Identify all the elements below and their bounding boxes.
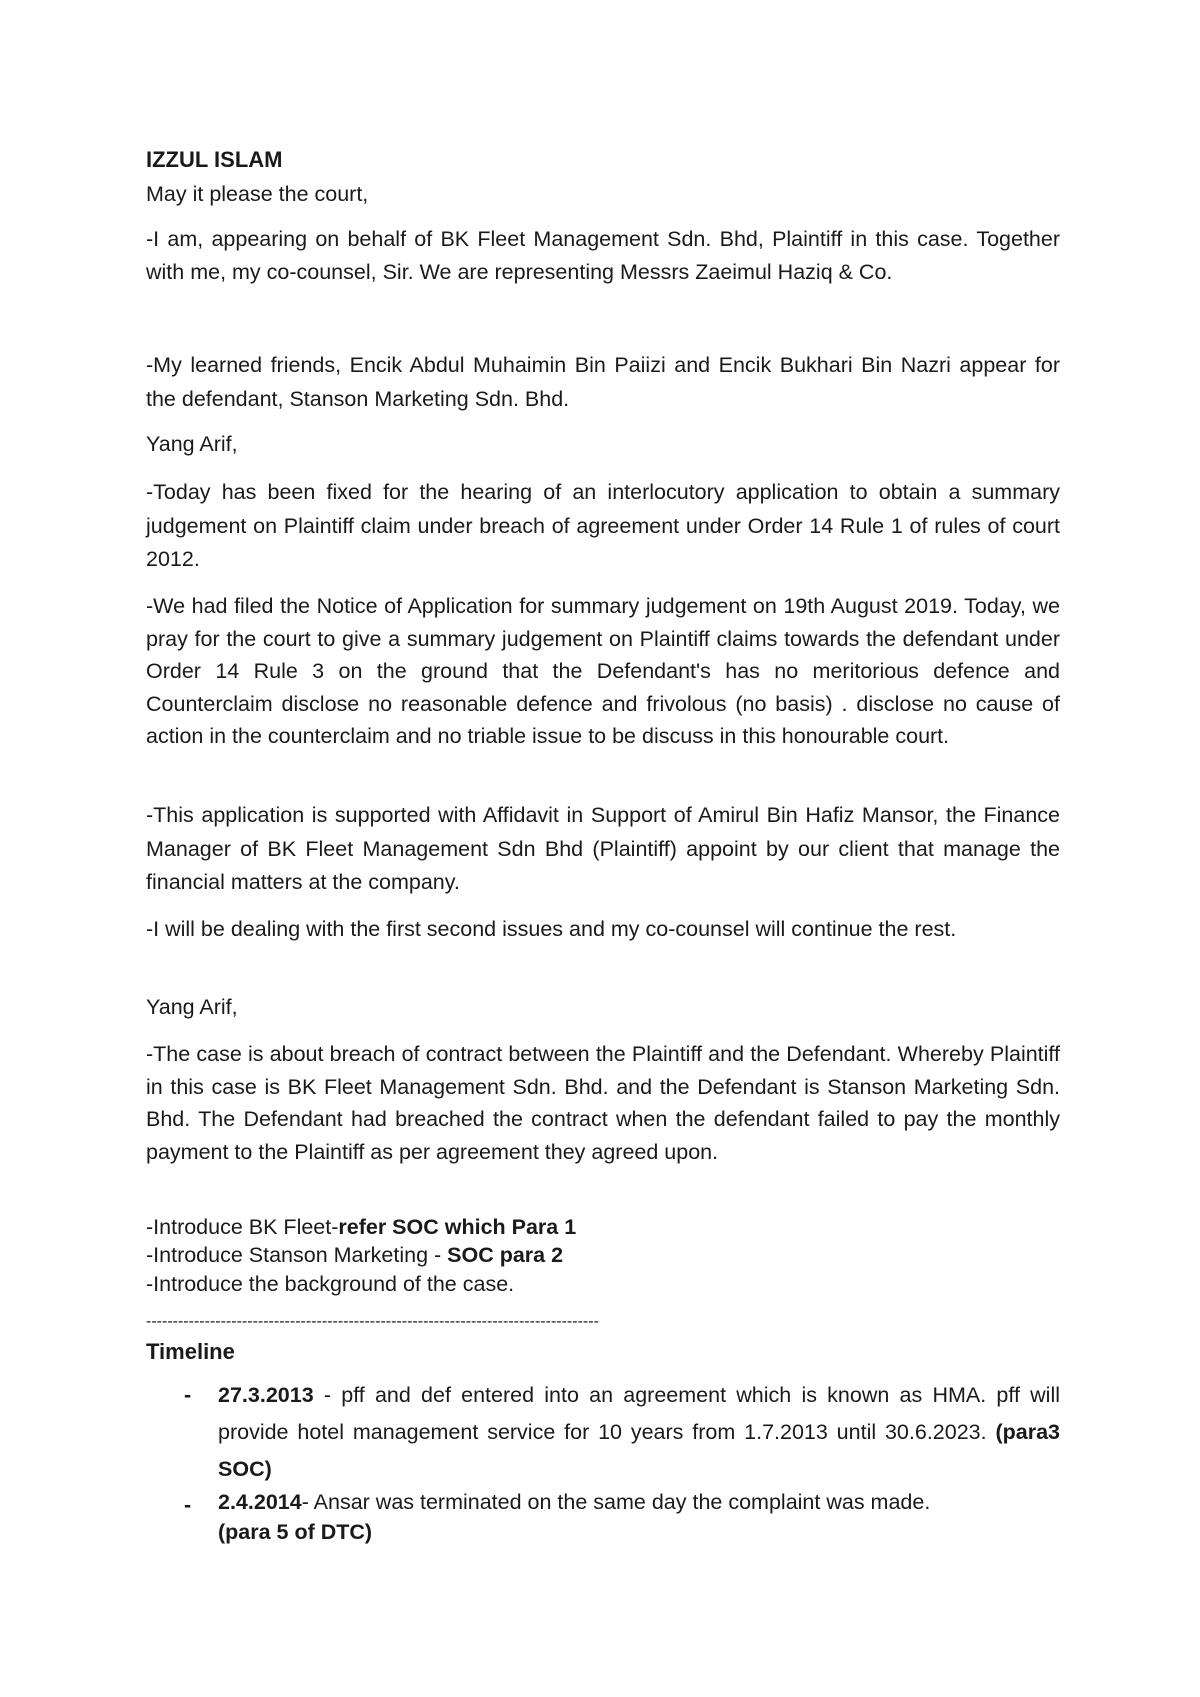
timeline-description: - Ansar was terminated on the same day the complaint was made.	[301, 1490, 931, 1514]
address-yang-arif-1: Yang Arif,	[146, 432, 238, 456]
paragraph-hearing: -Today has been fixed for the hearing of an interlocutory application to obtain a summary judgement on Plaintiff claim under breach of agreement under Order 14 Rule 1 of rules of court 2012.	[146, 480, 1060, 571]
intro-stanson	[146, 1241, 1060, 1269]
address-yang-arif-2: Yang Arif,	[146, 995, 238, 1019]
section-divider: -------------------------------------------------------------------------------------	[146, 1313, 599, 1330]
timeline-title: Timeline	[146, 1339, 235, 1364]
timeline-date: 2.4.2014	[218, 1490, 302, 1514]
paragraph-issues: -I will be dealing with the first second issues and my co-counsel will continue the rest.	[146, 917, 957, 941]
timeline-date: 27.3.2013	[218, 1383, 314, 1407]
timeline-item-text	[218, 1377, 1060, 1488]
paragraph-defendant-counsel: -My learned friends, Encik Abdul Muhaimin Bin Paiizi and Encik Bukhari Bin Nazri appear for the defendant, Stanson Marketing Sdn. Bhd.	[146, 353, 1060, 411]
timeline-description: - pff and def entered into an agreement which is known as HMA. pff will provide hotel management service for 10 years from 1.7.2013 until 30.6.2023.	[218, 1383, 1060, 1444]
intro-bk-fleet-text: -Introduce BK Fleet-	[146, 1215, 339, 1239]
intro-stanson-text: -Introduce Stanson Marketing -	[146, 1243, 448, 1267]
opening-line: May it please the court,	[146, 182, 369, 206]
intro-background: -Introduce the background of the case.	[146, 1272, 515, 1296]
bullet-dash: -	[184, 1383, 192, 1407]
timeline-item-text	[218, 1487, 1060, 1547]
document-heading: IZZUL ISLAM	[146, 147, 283, 172]
timeline-reference: (para3 SOC)	[218, 1420, 1060, 1481]
document-page	[146, 0, 1060, 1697]
paragraph-appearance: -I am, appearing on behalf of BK Fleet Management Sdn. Bhd, Plaintiff in this case. Together with me, my co-counsel, Sir. We are representing Messrs Zaeimul Haziq & Co.	[146, 227, 1060, 284]
paragraph-notice-of-application: -We had filed the Notice of Application for summary judgement on 19th August 2019. Today, we pray for the court to give a summary judgement on Plaintiff claims towards the defendant under Order 14 Rule 3 on the ground that the Defendant's has no meritorious defence and Counterclaim disclose no reasonable defence and frivolous (no basis) . disclose no cause of action in the counterclaim and no triable issue to be discuss in this honourable court.	[146, 594, 1060, 748]
intro-stanson-ref: SOC para 2	[447, 1243, 564, 1267]
paragraph-affidavit: -This application is supported with Affidavit in Support of Amirul Bin Hafiz Mansor, the Finance Manager of BK Fleet Management Sdn Bhd (Plaintiff) appoint by our client that manage the financial matters at the company.	[146, 803, 1060, 894]
paragraph-case-summary: -The case is about breach of contract between the Plaintiff and the Defendant. Whereby Plaintiff in this case is BK Fleet Management Sdn. Bhd. and the Defendant is Stanson Marketing Sdn. Bhd. The Defendant had breached the contract when the defendant failed to pay the monthly payment to the Plaintiff as per agreement they agreed upon.	[146, 1042, 1060, 1164]
bullet-dash: -	[184, 1493, 192, 1517]
intro-bk-fleet-ref: refer SOC which Para 1	[338, 1215, 577, 1239]
timeline-reference: (para 5 of DTC)	[218, 1520, 373, 1544]
intro-bk-fleet	[146, 1213, 1060, 1241]
